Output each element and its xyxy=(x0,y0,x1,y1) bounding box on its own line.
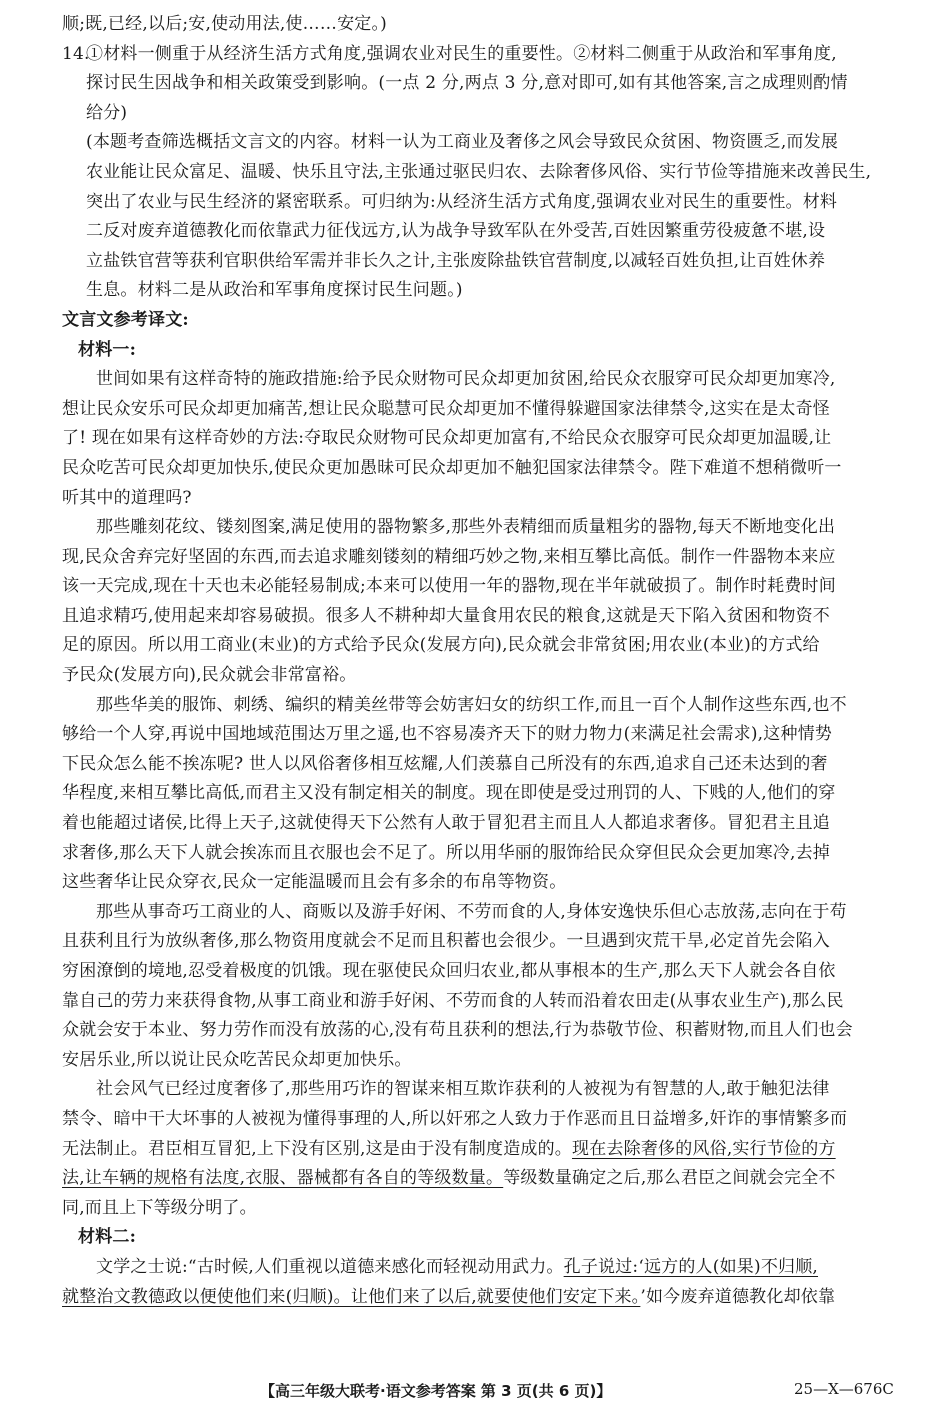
underlined-sentence: 现在去除奢侈的风俗,实行节俭的方 xyxy=(572,1138,836,1159)
text-line: 该一天完成,现在十天也未必能轻易制成;本来可以使用一年的器物,现在半年就破损了。制作时耗费时间 xyxy=(62,576,836,597)
material-one-paragraph xyxy=(62,513,920,691)
material-one-paragraph xyxy=(62,365,920,513)
material-two-heading: 材料二: xyxy=(78,1227,137,1248)
text-line: 着也能超过诸侯,比得上天子,这就使得天下公然有人敢于冒犯君主而且人人都追求奢侈。冒犯君主且追 xyxy=(62,813,831,834)
explanation-line: 农业能让民众富足、温暖、快乐且守法,主张通过驱民归农、去除奢侈风俗、实行节俭等措施来改善民生, xyxy=(86,161,872,182)
footer-code: 25—X—676C xyxy=(794,1380,894,1398)
text-line: 同,而且上下等级分明了。 xyxy=(62,1197,257,1218)
answer-page xyxy=(62,10,920,1312)
explanation-line: 生息。材料二是从政治和军事角度探讨民生问题。) xyxy=(86,280,463,301)
answer-line: 探讨民生因战争和相关政策受到影响。(一点 2 分,两点 3 分,意对即可,如有其他答案,言之成理则酌情 xyxy=(86,73,848,94)
explanation-line: 立盐铁官营等获利官职供给军需并非长久之计,主张废除盐铁官营制度,以减轻百姓负担,让百姓休养 xyxy=(86,250,826,271)
answer-line: 给分) xyxy=(86,102,128,123)
text-line: 就整治文教德政以便使他们来(归顺)。让他们来了以后,就要使他们安定下来。’如今废弃道德教化却依靠 xyxy=(62,1286,836,1307)
text-line: 靠自己的劳力来获得食物,从事工商业和游手好闲、不劳而食的人转而沿着农田走(从事农业生产),那么民 xyxy=(62,990,844,1011)
text-line: 法,让车辆的规格有法度,衣服、器械都有各自的等级数量。等级数量确定之后,那么君臣之间就会完全不 xyxy=(62,1168,836,1189)
text-line: 世间如果有这样奇特的施政措施:给予民众财物可民众却更加贫困,给民众衣服穿可民众却更加寒冷, xyxy=(96,369,836,390)
text-line: 听其中的道理吗? xyxy=(62,487,192,508)
answer-line: ①材料一侧重于从经济生活方式角度,强调农业对民生的重要性。②材料二侧重于从政治和军事角度, xyxy=(86,43,837,64)
text-line: 想让民众安乐可民众却更加痛苦,想让民众聪慧可民众却更加不懂得躲避国家法律禁令,这实在是太奇怪 xyxy=(62,398,831,419)
text-line: 华程度,来相互攀比高低,而君主又没有制定相关的制度。现在即使是受过刑罚的人、下贱的人,他们的穿 xyxy=(62,783,836,804)
text-line: 那些雕刻花纹、镂刻图案,满足使用的器物繁多,那些外表精细而质量粗劣的器物,每天不断地变化出 xyxy=(96,517,836,538)
material-one-heading: 材料一: xyxy=(78,339,137,360)
explanation-line: 二反对废弃道德教化而依靠武力征伐远方,认为战争导致军队在外受苦,百姓因繁重劳役疲惫不堪,设 xyxy=(86,221,826,242)
material-one-paragraph xyxy=(62,898,920,1076)
underlined-sentence: 法,让车辆的规格有法度,衣服、器械都有各自的等级数量。 xyxy=(62,1168,504,1189)
text-line: 求奢侈,那么天下人就会挨冻而且衣服也会不足了。所以用华丽的服饰给民众穿但民众会更加寒冷,去掉 xyxy=(62,842,831,863)
text-line: 禁令、暗中干大坏事的人被视为懂得事理的人,所以奸邪之人致力于作恶而且日益增多,奸诈的事情繁多而 xyxy=(62,1108,848,1129)
text-line: 够给一个人穿,再说中国地域范围达万里之遥,也不容易凑齐天下的财力物力(来满足社会需求),这种情势 xyxy=(62,724,833,745)
text-line: 下民众怎么能不挨冻呢? 世人以风俗奢侈相互炫耀,人们羡慕自己所没有的东西,追求自己还未达到的奢 xyxy=(62,753,828,774)
text-line: 这些奢华让民众穿衣,民众一定能温暖而且会有多余的布帛等物资。 xyxy=(62,872,567,893)
footer-title: 【高三年级大联考·语文参考答案 第 3 页(共 6 页)】 xyxy=(260,1382,612,1400)
text-line: 且获利且行为放纵奢侈,那么物资用度就会不足而且积蓄也会很少。一旦遇到灾荒干旱,必定首先会陷入 xyxy=(62,931,831,952)
underlined-sentence: 就整治文教德政以便使他们来(归顺)。让他们来了以后,就要使他们安定下来。 xyxy=(62,1286,641,1307)
text-line: 现,民众舍弃完好坚固的东西,而去追求雕刻镂刻的精细巧妙之物,来相互攀比高低。制作一件器物本来应 xyxy=(62,546,836,567)
text-line: 足的原因。所以用工商业(末业)的方式给予民众(发展方向),民众就会非常贫困;用农业(本业)的方式给 xyxy=(62,635,820,656)
text-line: 了! 现在如果有这样奇妙的方法:夺取民众财物可民众却更加富有,不给民众衣服穿可民众却更加温暖,让 xyxy=(62,428,832,449)
text-line: 那些从事奇巧工商业的人、商贩以及游手好闲、不劳而食的人,身体安逸快乐但心志放荡,志向在于苟 xyxy=(96,901,847,922)
question-14-answer xyxy=(62,40,920,306)
text-line: 民众吃苦可民众却更加快乐,使民众更加愚昧可民众却更加不触犯国家法律禁令。陛下难道不想稍微听一 xyxy=(62,457,842,478)
text-line: 无法制止。君臣相互冒犯,上下没有区别,这是由于没有制度造成的。现在去除奢侈的风俗,实行节俭的方 xyxy=(62,1138,836,1159)
material-two-paragraph xyxy=(62,1253,920,1312)
text-line: 安居乐业,所以说让民众吃苦民众却更加快乐。 xyxy=(62,1049,412,1070)
translation-heading: 文言文参考译文: xyxy=(62,309,189,330)
text-line: 予民众(发展方向),民众就会非常富裕。 xyxy=(62,665,357,686)
text-line: 文学之士说:“古时候,人们重视以道德来感化而轻视动用武力。孔子说过:‘远方的人(如果)不归顺, xyxy=(96,1256,819,1277)
page-footer xyxy=(0,1380,950,1404)
explanation-line: (本题考查筛选概括文言文的内容。材料一认为工商业及奢侈之风会导致民众贫困、物资匮乏,而发展 xyxy=(86,132,839,153)
text-line: 众就会安于本业、努力劳作而没有放荡的心,没有苟且获利的想法,行为恭敬节俭、积蓄财物,而且人们也会 xyxy=(62,1020,853,1041)
material-one-paragraph xyxy=(62,691,920,898)
text-line: 且追求精巧,使用起来却容易破损。很多人不耕种却大量食用农民的粮食,这就是天下陷入贫困和物资不 xyxy=(62,605,831,626)
previous-answer-tail: 顺;既,已经,以后;安,使动用法,使……安定。) xyxy=(62,14,388,34)
material-one-paragraph xyxy=(62,1075,920,1223)
text-line: 穷困潦倒的境地,忍受着极度的饥饿。现在驱使民众回归农业,都从事根本的生产,那么天下人就会各自依 xyxy=(62,961,836,981)
underlined-sentence: 孔子说过:‘远方的人(如果)不归顺, xyxy=(563,1256,819,1277)
text-line: 那些华美的服饰、刺绣、编织的精美丝带等会妨害妇女的纺织工作,而且一百个人制作这些东西,也不 xyxy=(96,694,847,715)
question-number: 14. xyxy=(62,43,90,64)
explanation-line: 突出了农业与民生经济的紧密联系。可归纳为:从经济生活方式角度,强调农业对民生的重要性。材料 xyxy=(86,191,838,212)
text-line: 社会风气已经过度奢侈了,那些用巧诈的智谋来相互欺诈获利的人被视为有智慧的人,敢于触犯法律 xyxy=(96,1079,830,1100)
